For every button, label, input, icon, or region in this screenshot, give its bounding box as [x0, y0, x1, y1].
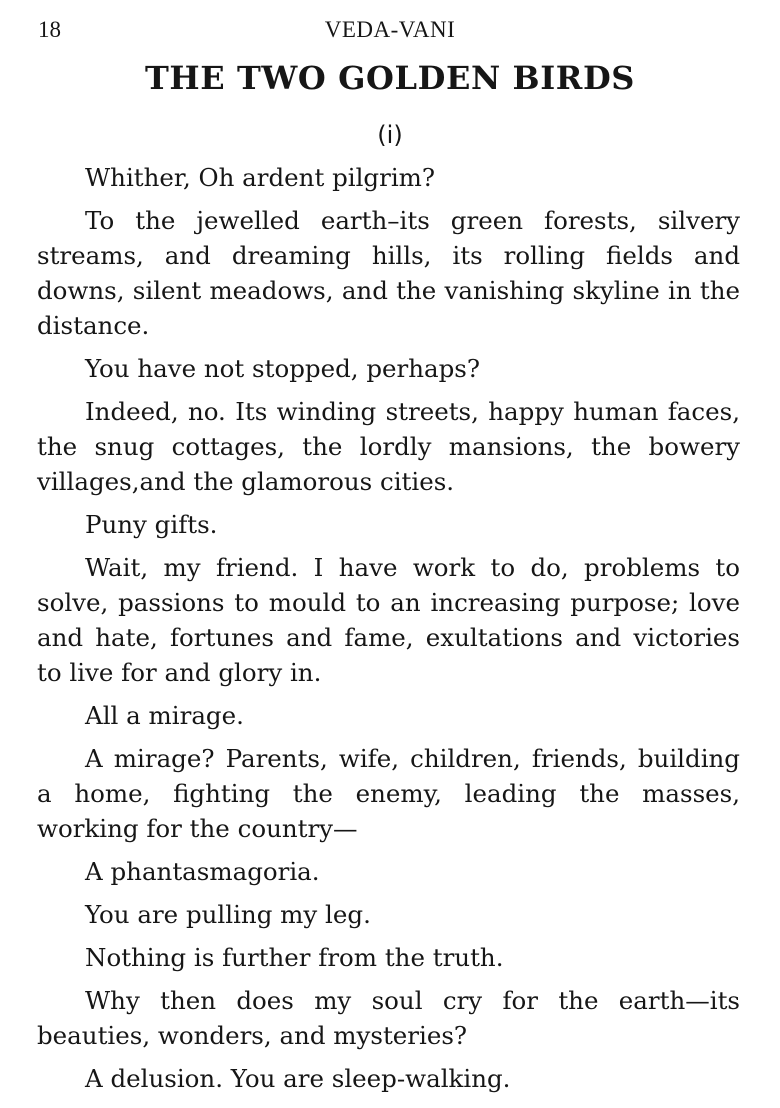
paragraph: Indeed, no. Its winding streets, happy human faces, the snug cottages, the lordly mansions, the bowery villages,and the glamorous cities. — [37, 397, 740, 496]
section-number: (i) — [377, 121, 403, 149]
paragraph: Why then does my soul cry for the earth—its beauties, wonders, and mysteries? — [37, 986, 740, 1050]
paragraph: All a mirage. — [85, 701, 244, 730]
paragraph: You are pulling my leg. — [85, 900, 371, 929]
body-text — [37, 160, 740, 1104]
paragraph: Puny gifts. — [85, 510, 218, 539]
page-number: 18 — [38, 17, 61, 42]
paragraph: A delusion. You are sleep-walking. — [85, 1064, 511, 1093]
paragraph: Whither, Oh ardent pilgrim? — [85, 163, 436, 192]
paragraph: To the jewelled earth–its green forests, silvery streams, and dreaming hills, its rolling fields and downs, silent meadows, and the vanishing skyline in the distance. — [37, 206, 740, 340]
paragraph: You have not stopped, perhaps? — [85, 354, 481, 383]
running-head: VEDA-VANI — [324, 17, 456, 42]
paragraph: A mirage? Parents, wife, children, friends, building a home, fighting the enemy, leading the masses, working for the country— — [37, 744, 740, 843]
chapter-title: THE TWO GOLDEN BIRDS — [144, 59, 636, 97]
paragraph: Wait, my friend. I have work to do, problems to solve, passions to mould to an increasing purpose; love and hate, fortunes and fame, exultations and victories to live for and glory in. — [37, 553, 740, 687]
paragraph: Nothing is further from the truth. — [85, 943, 504, 972]
paragraph: A phantasmagoria. — [85, 857, 320, 886]
